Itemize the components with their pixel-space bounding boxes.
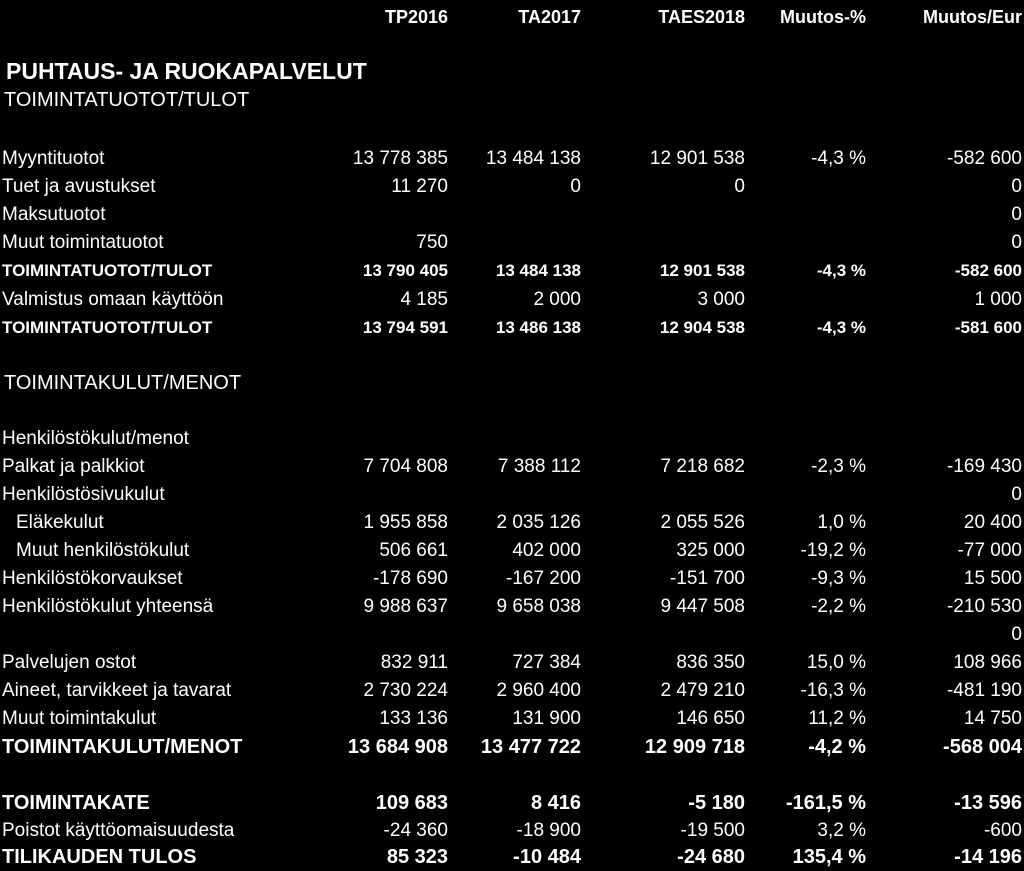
cell-tp2016: 133 136 bbox=[379, 708, 448, 729]
column-header-taes2018: TAES2018 bbox=[658, 7, 745, 27]
table-row bbox=[0, 509, 1024, 537]
cell-muutos-eur: 14 750 bbox=[963, 708, 1022, 729]
cell-taes2018: 7 218 682 bbox=[660, 456, 745, 477]
row-label: Muut toimintatuotot bbox=[2, 232, 164, 253]
table-row bbox=[0, 565, 1024, 593]
cell-taes2018: 9 447 508 bbox=[660, 596, 745, 617]
cell-muutos-eur: -600 bbox=[983, 820, 1022, 841]
cell-muutos-eur: -481 190 bbox=[946, 680, 1022, 701]
cell-taes2018: -19 500 bbox=[680, 820, 745, 841]
cell-taes2018: 2 055 526 bbox=[660, 512, 745, 533]
cell-taes2018 bbox=[600, 481, 745, 509]
cell-muutos-eur: -582 600 bbox=[954, 261, 1022, 280]
cell-tp2016: 750 bbox=[416, 232, 448, 253]
cell-muutos-eur: -581 600 bbox=[954, 318, 1022, 337]
cell-tp2016: 85 323 bbox=[386, 846, 448, 868]
row-label: Aineet, tarvikkeet ja tavarat bbox=[2, 680, 232, 701]
row-label: Henkilöstösivukulut bbox=[2, 484, 165, 505]
row-label bbox=[2, 621, 332, 649]
cell-muutos-pct bbox=[746, 201, 866, 229]
cell-muutos-pct: -161,5 % bbox=[785, 792, 866, 814]
cell-tp2016 bbox=[318, 481, 448, 509]
cell-ta2017: 13 486 138 bbox=[495, 318, 581, 337]
cell-muutos-eur: -14 196 bbox=[954, 846, 1022, 868]
row-label: TOIMINTATUOTOT/TULOT bbox=[2, 261, 213, 280]
cell-taes2018: -151 700 bbox=[669, 568, 745, 589]
cell-muutos-eur: 0 bbox=[1011, 624, 1022, 645]
total-row bbox=[0, 733, 1024, 761]
table-row bbox=[0, 229, 1024, 257]
cell-muutos-pct: 135,4 % bbox=[792, 846, 866, 868]
column-header-muutos-eur: Muutos/Eur bbox=[923, 7, 1022, 27]
row-label: Henkilöstökulut yhteensä bbox=[2, 596, 214, 617]
total-row bbox=[0, 843, 1024, 871]
cell-ta2017 bbox=[456, 481, 581, 509]
cell-taes2018: 0 bbox=[734, 176, 745, 197]
cell-tp2016: 11 270 bbox=[391, 176, 448, 197]
cell-muutos-pct bbox=[746, 173, 866, 201]
cell-muutos-pct: -4,3 % bbox=[811, 148, 866, 169]
table-row bbox=[0, 173, 1024, 201]
income-section-heading: TOIMINTATUOTOT/TULOT bbox=[4, 89, 250, 111]
cell-taes2018 bbox=[600, 621, 745, 649]
cell-muutos-eur: 20 400 bbox=[963, 512, 1022, 533]
cell-tp2016: 7 704 808 bbox=[363, 456, 448, 477]
column-header-ta2017: TA2017 bbox=[518, 7, 581, 27]
cell-tp2016: 9 988 637 bbox=[363, 596, 448, 617]
cell-muutos-pct: -4,3 % bbox=[816, 318, 866, 337]
cell-taes2018 bbox=[600, 229, 745, 257]
cell-tp2016: 2 730 224 bbox=[363, 680, 448, 701]
table-row bbox=[0, 481, 1024, 509]
cell-ta2017: -10 484 bbox=[513, 846, 581, 868]
cell-muutos-pct: -9,3 % bbox=[811, 568, 866, 589]
cell-muutos-pct: -16,3 % bbox=[800, 680, 866, 701]
cell-muutos-eur: -582 600 bbox=[946, 148, 1022, 169]
cell-muutos-eur: -210 530 bbox=[946, 596, 1022, 617]
cell-tp2016: 1 955 858 bbox=[363, 512, 448, 533]
cell-ta2017: 0 bbox=[570, 176, 581, 197]
row-label: Henkilöstökorvaukset bbox=[2, 568, 183, 589]
table-row bbox=[0, 677, 1024, 705]
table-row bbox=[0, 453, 1024, 481]
row-label: Muut toimintakulut bbox=[2, 708, 157, 729]
cell-muutos-eur bbox=[880, 425, 1022, 453]
cell-muutos-eur: -568 004 bbox=[943, 736, 1022, 758]
column-header-muutos-pct: Muutos-% bbox=[780, 7, 866, 27]
row-label: Maksutuotot bbox=[2, 204, 106, 225]
cell-muutos-pct bbox=[746, 621, 866, 649]
cell-ta2017: 131 900 bbox=[512, 708, 581, 729]
cell-tp2016 bbox=[318, 425, 448, 453]
cell-tp2016: 13 794 591 bbox=[362, 318, 448, 337]
cell-muutos-eur: -77 000 bbox=[957, 540, 1022, 561]
cell-taes2018: 12 909 718 bbox=[644, 736, 745, 758]
cell-ta2017: 402 000 bbox=[512, 540, 581, 561]
cell-muutos-pct: -19,2 % bbox=[800, 540, 866, 561]
cell-muutos-eur: 0 bbox=[1011, 232, 1022, 253]
cell-muutos-eur: 1 000 bbox=[974, 289, 1022, 310]
cell-ta2017: 2 960 400 bbox=[496, 680, 581, 701]
cell-muutos-eur: -169 430 bbox=[946, 456, 1022, 477]
row-label: Palvelujen ostot bbox=[2, 652, 137, 673]
cell-ta2017: -167 200 bbox=[505, 568, 581, 589]
table-row bbox=[0, 593, 1024, 621]
cell-ta2017: 8 416 bbox=[530, 792, 581, 814]
cell-muutos-pct: -4,2 % bbox=[808, 736, 866, 758]
cell-ta2017: 2 035 126 bbox=[496, 512, 581, 533]
cell-muutos-eur: 0 bbox=[1011, 176, 1022, 197]
cell-muutos-pct: 11,2 % bbox=[808, 708, 866, 729]
cell-ta2017: 13 484 138 bbox=[485, 148, 581, 169]
row-label: TOIMINTATUOTOT/TULOT bbox=[2, 318, 213, 337]
page-title: PUHTAUS- JA RUOKAPALVELUT bbox=[6, 58, 367, 84]
cell-ta2017: 727 384 bbox=[512, 652, 581, 673]
cell-muutos-pct bbox=[746, 481, 866, 509]
cell-muutos-pct bbox=[746, 286, 866, 314]
cell-tp2016: 506 661 bbox=[379, 540, 448, 561]
cell-taes2018: 325 000 bbox=[676, 540, 745, 561]
table-row bbox=[0, 621, 1024, 649]
row-label: Myyntituotot bbox=[2, 148, 105, 169]
row-label: TOIMINTAKULUT/MENOT bbox=[2, 736, 243, 758]
row-label: Eläkekulut bbox=[16, 512, 104, 533]
cell-taes2018: 146 650 bbox=[676, 708, 745, 729]
table-row bbox=[0, 649, 1024, 677]
row-label: Poistot käyttöomaisuudesta bbox=[2, 820, 235, 841]
column-header-tp2016: TP2016 bbox=[384, 7, 448, 27]
cell-ta2017 bbox=[456, 425, 581, 453]
cell-muutos-pct: -2,2 % bbox=[811, 596, 866, 617]
cell-taes2018: -5 180 bbox=[688, 792, 745, 814]
table-row bbox=[0, 145, 1024, 173]
cell-muutos-eur: 15 500 bbox=[963, 568, 1022, 589]
cell-taes2018: 12 901 538 bbox=[649, 148, 745, 169]
cell-muutos-eur: 0 bbox=[1011, 204, 1022, 225]
cell-muutos-pct: -2,3 % bbox=[811, 456, 866, 477]
cell-tp2016: 832 911 bbox=[380, 652, 448, 673]
cell-taes2018 bbox=[600, 201, 745, 229]
row-label: Valmistus omaan käyttöön bbox=[2, 289, 224, 310]
cell-taes2018: 3 000 bbox=[697, 289, 745, 310]
cell-taes2018: 836 350 bbox=[676, 652, 745, 673]
expense-section-heading: TOIMINTAKULUT/MENOT bbox=[4, 372, 242, 394]
cell-muutos-eur: 0 bbox=[1011, 484, 1022, 505]
cell-muutos-pct: 1,0 % bbox=[817, 512, 866, 533]
cell-tp2016: -178 690 bbox=[372, 568, 448, 589]
cell-ta2017: 9 658 038 bbox=[496, 596, 581, 617]
table-row bbox=[0, 705, 1024, 733]
table-row bbox=[0, 537, 1024, 565]
table-row bbox=[0, 286, 1024, 314]
subtotal-row bbox=[0, 257, 1024, 285]
cell-ta2017: 2 000 bbox=[533, 289, 581, 310]
cell-muutos-eur: 108 966 bbox=[953, 652, 1022, 673]
row-label: Palkat ja palkkiot bbox=[2, 456, 145, 477]
table-row bbox=[0, 425, 1024, 453]
cell-taes2018: 12 904 538 bbox=[659, 318, 745, 337]
cell-tp2016: 4 185 bbox=[400, 289, 448, 310]
cell-muutos-pct: 15,0 % bbox=[806, 652, 866, 673]
table-row bbox=[0, 201, 1024, 229]
cell-muutos-pct bbox=[746, 229, 866, 257]
cell-tp2016: -24 360 bbox=[383, 820, 448, 841]
cell-taes2018 bbox=[600, 425, 745, 453]
cell-ta2017 bbox=[456, 229, 581, 257]
row-label: Muut henkilöstökulut bbox=[16, 540, 190, 561]
row-label: TOIMINTAKATE bbox=[2, 792, 150, 814]
cell-ta2017 bbox=[456, 621, 581, 649]
row-label: Tuet ja avustukset bbox=[2, 176, 156, 197]
cell-tp2016 bbox=[318, 201, 448, 229]
cell-tp2016: 13 778 385 bbox=[352, 148, 448, 169]
cell-taes2018: 2 479 210 bbox=[660, 680, 745, 701]
cell-muutos-pct: 3,2 % bbox=[817, 820, 866, 841]
row-label: TILIKAUDEN TULOS bbox=[2, 846, 197, 868]
cell-muutos-eur: -13 596 bbox=[954, 792, 1022, 814]
total-row bbox=[0, 789, 1024, 817]
cell-tp2016: 13 790 405 bbox=[362, 261, 448, 280]
cell-muutos-pct bbox=[746, 425, 866, 453]
row-label: Henkilöstökulut/menot bbox=[2, 428, 189, 449]
cell-muutos-pct: -4,3 % bbox=[816, 261, 866, 280]
cell-ta2017 bbox=[456, 201, 581, 229]
cell-taes2018: -24 680 bbox=[677, 846, 745, 868]
cell-ta2017: 13 484 138 bbox=[495, 261, 581, 280]
cell-taes2018: 12 901 538 bbox=[659, 261, 745, 280]
cell-tp2016 bbox=[318, 621, 448, 649]
total-row bbox=[0, 314, 1024, 342]
cell-ta2017: -18 900 bbox=[516, 820, 581, 841]
cell-ta2017: 13 477 722 bbox=[480, 736, 581, 758]
cell-ta2017: 7 388 112 bbox=[497, 456, 581, 477]
table-row bbox=[0, 817, 1024, 845]
cell-tp2016: 13 684 908 bbox=[347, 736, 448, 758]
cell-tp2016: 109 683 bbox=[375, 792, 448, 814]
